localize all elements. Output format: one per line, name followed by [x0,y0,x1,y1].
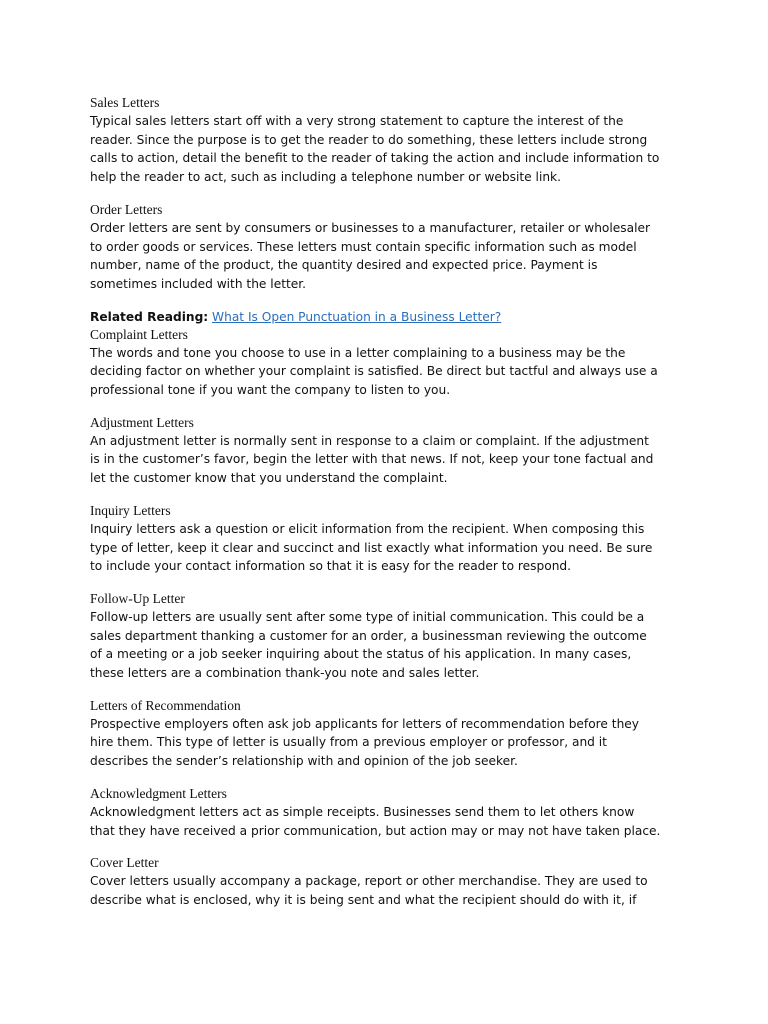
body-line: that they have received a prior communication, but action may or may not have taken place. [90,823,661,838]
section-inquiry-letters [90,502,690,576]
related-reading [90,308,690,326]
section-follow-up-letter [90,590,690,683]
body-line: hire them. This type of letter is usually from a previous employer or professor, and it [90,735,607,750]
section-heading: Inquiry Letters [90,502,171,518]
section-heading: Acknowledgment Letters [90,785,227,801]
section-heading: Sales Letters [90,95,160,110]
section-cover-letter [90,854,690,909]
body-line: type of letter, keep it clear and succinct and list exactly what information you need. Be sure [90,540,653,555]
body-line: An adjustment letter is normally sent in response to a claim or complaint. If the adjustment [90,433,649,448]
body-line: reader. Since the purpose is to get the reader to do something, these letters include strong [90,132,648,147]
body-line: Typical sales letters start off with a very strong statement to capture the interest of the [90,114,624,128]
related-reading-label: Related Reading: [90,309,209,324]
section-complaint-letters [90,326,690,400]
section-letters-of-recommendation [90,697,690,771]
section-adjustment-letters [90,414,690,488]
body-line: to order goods or services. These letters must contain specific information such as model [90,239,637,254]
body-line: help the reader to act, such as including a telephone number or website link. [90,170,561,185]
body-line: Inquiry letters ask a question or elicit information from the recipient. When composing this [90,521,645,536]
section-heading: Complaint Letters [90,326,188,342]
body-line: number, name of the product, the quantity desired and expected price. Payment is [90,258,598,273]
body-line: these letters are a combination thank-you note and sales letter. [90,666,480,681]
body-line: describe what is enclosed, why it is being sent and what the recipient should do with it, if [90,892,637,907]
section-acknowledgment-letters [90,785,690,840]
section-sales-letters [90,94,690,187]
body-line: is in the customer’s favor, begin the letter with that news. If not, keep your tone factual and [90,452,654,467]
body-line: The words and tone you choose to use in a letter complaining to a business may be the [90,345,626,360]
section-heading: Cover Letter [90,855,159,871]
body-line: calls to action, detail the benefit to the reader of taking the action and include information to [90,151,660,166]
body-line: Prospective employers often ask job applicants for letters of recommendation before they [90,716,640,731]
related-reading-link[interactable]: What Is Open Punctuation in a Business Letter? [212,309,502,324]
body-line: Follow-up letters are usually sent after some type of initial communication. This could be a [90,609,645,624]
body-line: professional tone if you want the company to listen to you. [90,383,451,398]
body-line: deciding factor on whether your complaint is satisfied. Be direct but tactful and always use a [90,364,658,379]
section-heading: Letters of Recommendation [90,697,241,713]
body-line: describes the sender’s relationship with and opinion of the job seeker. [90,754,518,769]
section-heading: Order Letters [90,201,163,217]
section-heading: Follow-Up Letter [90,590,185,606]
section-heading: Adjustment Letters [90,414,194,430]
body-line: Cover letters usually accompany a package, report or other merchandise. They are used to [90,874,648,889]
section-order-letters [90,201,690,294]
body-line: sales department thanking a customer for an order, a businessman reviewing the outcome [90,628,647,643]
body-line: Acknowledgment letters act as simple receipts. Businesses send them to let others know [90,804,635,819]
body-line: let the customer know that you understand the complaint. [90,471,448,486]
body-line: to include your contact information so that it is easy for the reader to respond. [90,559,572,574]
body-line: sometimes included with the letter. [90,276,307,291]
body-line: of a meeting or a job seeker inquiring about the status of his application. In many cases, [90,647,632,662]
document-page [90,94,690,910]
body-line: Order letters are sent by consumers or businesses to a manufacturer, retailer or wholesaler [90,220,650,235]
